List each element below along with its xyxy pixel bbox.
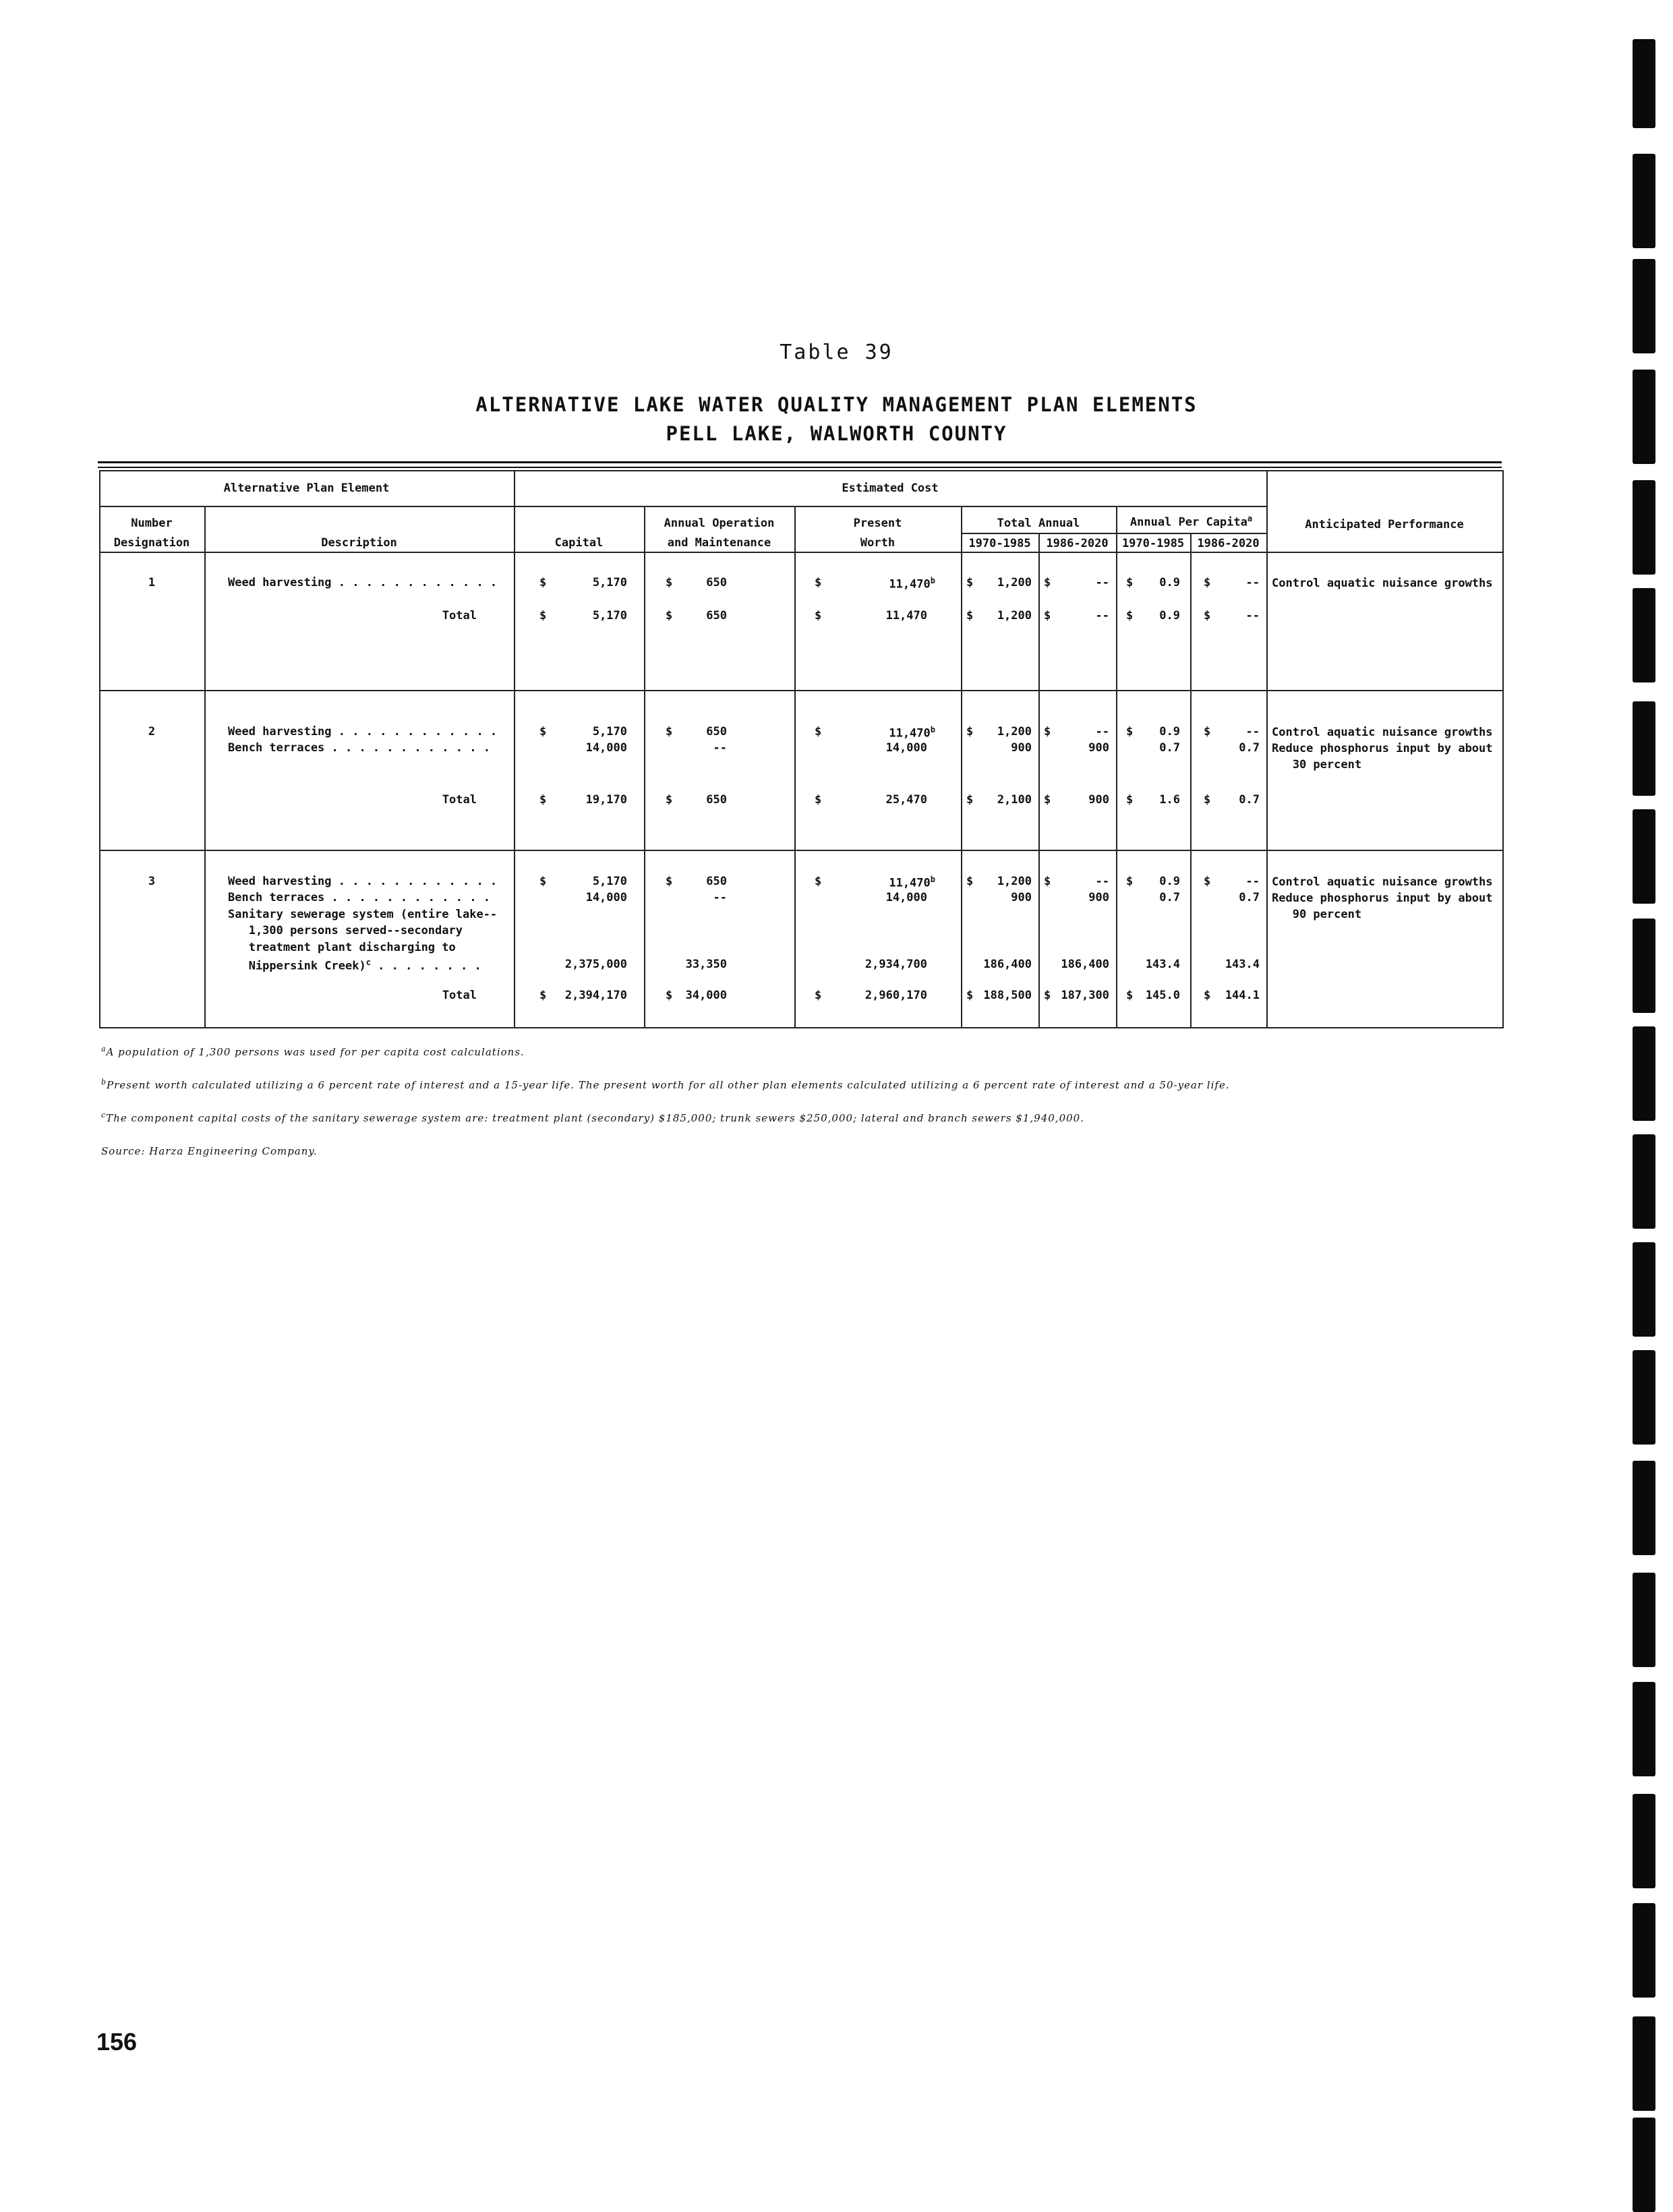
table-vline [794,506,796,1027]
dollar-sign: $ [815,875,822,888]
dollar-sign: $ [966,725,974,738]
table-hline [99,506,1268,507]
cost-value-ta1: 1,200 [997,576,1032,589]
table-vline [204,506,206,1027]
dollar-sign: $ [539,875,547,888]
plan-element-description [228,875,497,888]
cost-value-ta2: -- [1095,725,1109,738]
total-value-pw: 2,960,170 [864,989,927,1002]
plan-element-description [228,725,497,738]
anticipated-performance-line: Control aquatic nuisance growths [1272,875,1493,889]
cost-value-cap: 14,000 [585,741,627,755]
plan-element-description [228,891,490,904]
dollar-sign: $ [1126,576,1134,589]
table-vline [99,470,100,1027]
anticipated-performance-line: 30 percent [1272,758,1362,772]
table-title-line-2: PELL LAKE, WALWORTH COUNTY [666,422,1007,445]
footnote-marker-c: c [365,958,371,967]
dollar-sign: $ [815,989,822,1002]
total-value-pc2: 0.7 [1239,793,1260,807]
cost-value-pw: 14,000 [885,741,927,755]
description-text: Weed harvesting . . . . . . . . . . . . [228,875,498,888]
dollar-sign: $ [666,576,673,589]
plan-element-description [228,941,456,954]
total-value-pw: 25,470 [885,793,927,807]
cost-value-present-worth [827,576,935,591]
binder-hole-mark [1633,1134,1655,1229]
table-hline [961,533,1268,534]
description-text: treatment plant discharging to [228,941,456,954]
total-value-om: 34,000 [685,989,727,1002]
description-text: Bench terraces . . . . . . . . . . . . [228,741,490,755]
header-period2-capita: 1986-2020 [1197,537,1260,550]
binder-hole-mark [1633,1242,1655,1337]
description-text: Bench terraces . . . . . . . . . . . . [228,891,490,904]
cost-value-ta2: 900 [1088,891,1109,904]
binder-hole-mark [1633,1794,1655,1888]
cost-value-om: -- [713,891,727,904]
header-alt-plan-element: Alternative Plan Element [223,482,390,495]
binder-hole-mark [1633,919,1655,1013]
description-text: Nippersink Creek) [228,959,366,973]
source-note: Source: Harza Engineering Company. [101,1145,318,1157]
total-value-ta1: 2,100 [997,793,1032,807]
anticipated-performance-line: Control aquatic nuisance growths [1272,726,1493,739]
header-designation: Designation [113,536,190,550]
description-text: Sanitary sewerage system (entire lake-- [228,908,498,921]
dollar-sign: $ [1204,725,1211,738]
cost-value-ta1: 900 [1011,741,1032,755]
dollar-sign: $ [1126,793,1134,807]
binder-hole-mark [1633,370,1655,464]
cost-value-pc1: 0.9 [1159,875,1180,888]
total-value-pc1: 145.0 [1145,989,1180,1002]
cost-value-ta1: 1,200 [997,875,1032,888]
dollar-sign: $ [1044,609,1051,622]
anticipated-performance-line: 90 percent [1272,908,1362,921]
cost-value-ta1: 1,200 [997,725,1032,738]
total-value-pc1: 1.6 [1159,793,1180,807]
alternative-number: 1 [148,576,156,589]
total-value-cap: 19,170 [585,793,627,807]
binder-hole-mark [1633,154,1655,248]
present-worth-value: 11,470 [889,726,931,740]
binder-hole-mark [1633,1682,1655,1776]
binder-hole-mark [1633,809,1655,904]
total-value-cap: 2,394,170 [564,989,627,1002]
anticipated-performance-line: Reduce phosphorus input by about [1272,742,1493,755]
dollar-sign: $ [966,609,974,622]
header-description: Description [321,536,397,550]
cost-value-pw: 2,934,700 [864,958,927,971]
header-period2-total: 1986-2020 [1046,537,1109,550]
dollar-sign: $ [539,793,547,807]
binder-hole-mark [1633,1903,1655,1998]
dollar-sign: $ [1044,576,1051,589]
header-annual-op-2: and Maintenance [667,536,771,550]
dollar-sign: $ [1044,725,1051,738]
binder-hole-mark [1633,39,1655,128]
footnote-c: $^c$The component capital costs of the sanitary sewerage system are: treatment plant (secondary) $185,000; trunk sewers $250,000; lateral and branch sewers $1,940,000. [101,1111,1084,1124]
cost-value-ta2: -- [1095,875,1109,888]
dollar-sign: $ [1126,989,1134,1002]
dollar-sign: $ [966,875,974,888]
dollar-sign: $ [1204,609,1211,622]
cost-value-pc1: 143.4 [1145,958,1180,971]
header-period1-capita: 1970-1985 [1121,537,1185,550]
total-value-ta1: 1,200 [997,609,1032,622]
binder-hole-mark [1633,1026,1655,1121]
total-value-ta2: 900 [1088,793,1109,807]
total-value-pc2: -- [1245,609,1260,622]
description-leader-dots: . . . . . . . . [370,959,481,973]
dollar-sign: $ [815,725,822,738]
cost-value-ta1: 900 [1011,891,1032,904]
description-text: 1,300 persons served--secondary [228,924,463,937]
cost-value-present-worth [827,725,935,740]
dollar-sign: $ [666,875,673,888]
cost-value-om: 650 [706,725,727,738]
cost-value-pc1: 0.7 [1159,741,1180,755]
cost-value-ta2: 186,400 [1061,958,1109,971]
plan-element-description [228,924,463,937]
total-value-pw: 11,470 [885,609,927,622]
cost-value-pc1: 0.9 [1159,725,1180,738]
dollar-sign: $ [666,725,673,738]
cost-value-pw: 14,000 [885,891,927,904]
total-value-cap: 5,170 [592,609,627,622]
table-hline [99,850,1504,851]
table-title-line-1: ALTERNATIVE LAKE WATER QUALITY MANAGEMENT PLAN ELEMENTS [475,393,1198,416]
dollar-sign: $ [666,609,673,622]
table-hline [99,470,1504,471]
binder-hole-mark [1633,2118,1655,2212]
header-per-capita [1111,514,1272,529]
binder-hole-mark [1633,701,1655,796]
header-period1-total: 1970-1985 [968,537,1031,550]
header-present-1: Present [853,517,902,530]
table-vline [514,470,515,1027]
total-value-ta2: 187,300 [1061,989,1109,1002]
plan-element-description [228,958,481,973]
dollar-sign: $ [1204,793,1211,807]
header-estimated-cost: Estimated Cost [842,482,939,495]
table-hline [99,552,1504,553]
table-vline [1266,470,1268,1027]
cost-value-cap: 2,375,000 [564,958,627,971]
table-hline [99,1027,1504,1028]
footnote-marker-a: a [1247,514,1253,523]
present-worth-value: 11,470 [889,577,931,591]
cost-value-pc2: -- [1245,725,1260,738]
footnote-marker-b: b [930,725,935,734]
binder-hole-mark [1633,1573,1655,1667]
cost-value-om: 650 [706,576,727,589]
cost-value-om: 650 [706,875,727,888]
header-present-2: Worth [860,536,896,550]
total-value-pc2: 144.1 [1225,989,1260,1002]
cost-value-pc1: 0.7 [1159,891,1180,904]
binder-hole-mark [1633,1461,1655,1555]
cost-value-om: 33,350 [685,958,727,971]
binder-hole-mark [1633,2016,1655,2111]
cost-value-om: -- [713,741,727,755]
dollar-sign: $ [539,609,547,622]
dollar-sign: $ [1126,609,1134,622]
cost-value-cap: 5,170 [592,875,627,888]
description-text: Weed harvesting . . . . . . . . . . . . [228,576,498,589]
binder-hole-mark [1633,588,1655,682]
dollar-sign: $ [966,576,974,589]
table-vline [1190,533,1192,1027]
total-label: Total [442,989,477,1002]
binder-hole-mark [1633,259,1655,353]
cost-value-cap: 5,170 [592,576,627,589]
cost-value-ta2: -- [1095,576,1109,589]
present-worth-value: 11,470 [889,876,931,890]
dollar-sign: $ [1204,989,1211,1002]
cost-value-present-worth [827,875,935,890]
header-capital: Capital [554,536,604,550]
table-hline [99,690,1504,691]
alternative-number: 3 [148,875,156,888]
dollar-sign: $ [815,576,822,589]
total-label: Total [442,609,477,622]
dollar-sign: $ [966,989,974,1002]
dollar-sign: $ [815,609,822,622]
dollar-sign: $ [966,793,974,807]
cost-value-ta2: 900 [1088,741,1109,755]
plan-element-description [228,741,490,755]
header-performance: Anticipated Performance [1305,518,1464,531]
alternative-number: 2 [148,725,156,738]
dollar-sign: $ [539,576,547,589]
total-value-ta2: -- [1095,609,1109,622]
page-number: 156 [96,2028,138,2056]
total-label: Total [442,793,477,807]
cost-value-pc2: 0.7 [1239,891,1260,904]
binder-hole-mark [1633,1350,1655,1445]
dollar-sign: $ [1204,875,1211,888]
dollar-sign: $ [1044,875,1051,888]
cost-value-pc2: 0.7 [1239,741,1260,755]
cost-value-pc1: 0.9 [1159,576,1180,589]
description-text: Weed harvesting . . . . . . . . . . . . [228,725,498,738]
header-total-annual: Total Annual [997,517,1080,530]
cost-value-cap: 14,000 [585,891,627,904]
plan-element-description [228,908,497,921]
footnote-a: $^a$A population of 1,300 persons was used for per capita cost calculations. [101,1045,525,1058]
plan-element-description [228,576,497,589]
dollar-sign: $ [1204,576,1211,589]
total-value-pc1: 0.9 [1159,609,1180,622]
cost-value-pc2: 143.4 [1225,958,1260,971]
dollar-sign: $ [1044,989,1051,1002]
cost-value-cap: 5,170 [592,725,627,738]
total-value-ta1: 188,500 [983,989,1032,1002]
table-label: Table 39 [780,341,893,364]
dollar-sign: $ [539,989,547,1002]
cost-value-pc2: -- [1245,576,1260,589]
cost-value-pc2: -- [1245,875,1260,888]
total-value-om: 650 [706,609,727,622]
binder-hole-mark [1633,480,1655,575]
table-vline [1038,533,1040,1027]
header-number: Number [131,517,173,530]
dollar-sign: $ [539,725,547,738]
footnote-marker-b: b [930,875,935,884]
total-value-om: 650 [706,793,727,807]
dollar-sign: $ [1126,875,1134,888]
dollar-sign: $ [1044,793,1051,807]
anticipated-performance-line: Control aquatic nuisance growths [1272,577,1493,590]
dollar-sign: $ [666,989,673,1002]
table-vline [1502,470,1504,1027]
cost-value-ta1: 186,400 [983,958,1032,971]
dollar-sign: $ [666,793,673,807]
header-annual-op-1: Annual Operation [664,517,775,530]
header-per-capita-text: Annual Per Capita [1129,515,1248,529]
anticipated-performance-line: Reduce phosphorus input by about [1272,892,1493,905]
footnote-b: $^b$Present worth calculated utilizing a 6 percent rate of interest and a 15-year life. The present worth for all other plan elements calculated utilizing a 6 percent rate of interest and a 50-year life. [101,1078,1230,1091]
footnote-marker-b: b [930,576,935,585]
dollar-sign: $ [1126,725,1134,738]
dollar-sign: $ [815,793,822,807]
